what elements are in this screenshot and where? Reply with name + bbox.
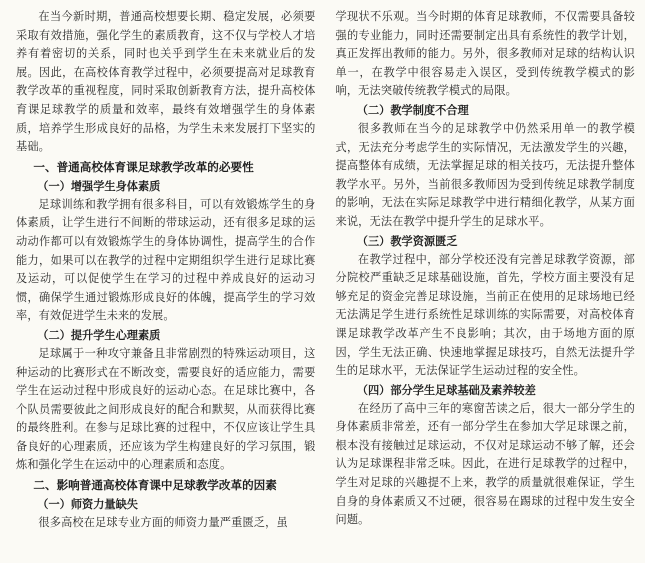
paragraph-teacher-shortage: 很多高校在足球专业方面的师资力量严重匮乏，虽	[38, 516, 288, 530]
subheading-teaching-system: （二）教学制度不合理	[356, 102, 469, 117]
section-heading-factors: 二、影响普通高校体育课中足球教学改革的因素	[33, 478, 277, 493]
subheading-psychological-quality: （二）提升学生心理素质	[37, 327, 161, 342]
left-column	[16, 8, 316, 563]
subheading-physical-quality: （一）增强学生身体素质	[37, 178, 161, 193]
subheading-student-foundation: （四）部分学生足球基础及素养较差	[356, 382, 536, 397]
subheading-teaching-resources: （三）教学资源匮乏	[356, 233, 458, 248]
paragraph-student-foundation: 在经历了高中三年的寒窗苦读之后，很大一部分学生的身体素质非常差，还有一部分学生在参加大学足球课之前，根本没有接触过足球运动，不仅对足球运动不够了解，还会认为足球课程非常乏味。因此，在进行足球教学的过程中，学生对足球的兴趣提不上来，教学的质量就很难保证，学生自身的身体素质又不过硬，很容易在踢球的过程中发生安全问题。	[335, 401, 635, 527]
paragraph-teaching-resources: 在教学过程中，部分学校还没有完善足球教学资源，部分院校严重缺乏足球基础设施，首先，学校方面主要没有足够充足的资金完善足球设施，当前正在使用的足球场地已经无法满足学生进行系统性足球训练的实际需要，对高校体育课足球教学改革产生不良影响；其次，由于场地方面的原因，学生无法正确、快速地掌握足球技巧，自然无法提升学生的足球水平，无法保证学生运动过程的安全性。	[335, 252, 635, 378]
right-column	[336, 8, 636, 563]
intro-paragraph: 在当今新时期，普通高校想要长期、稳定发展，必须要采取有效措施，强化学生的素质教育，这不仅与学校人才培养有着密切的关系，同时也关乎到学生在未来就业后的发展。因此，在高校体育教学过程中，必须要提高对足球教育教学改革的重视程度，同时采取创新教育方法，提升高校体育课足球教学的质量和效率，最终有效增强学生的身体素质，培养学生形成良好的品格，为学生未来发展打下坚实的基础。	[16, 10, 316, 154]
subheading-teacher-shortage: （一）师资力量缺失	[37, 497, 138, 512]
paragraph-teaching-system: 很多教师在当今的足球教学中仍然采用单一的教学模式，无法充分考虑学生的实际情况，无法激发学生的兴趣，提高整体有成绩，无法掌握足球的相关技巧，无法提升整体教学水平。另外，当前很多教师因为受到传统足球教学制度的影响，无法在实际足球教学中进行精细化教学，从某方面来说，无法在教学中提升学生的足球水平。	[335, 121, 635, 228]
paragraph-teacher-shortage-continued: 学现状不乐观。当今时期的体育足球教师，不仅需要具备较强的专业能力，同时还需要制定出具有系统性的教学计划，真正发挥出教师的能力。另外，很多教师对足球的结构认识单一，在教学中很容易走入误区，受到传统教学模式的影响，无法突破传统教学模式的局限。	[335, 10, 635, 98]
section-heading-necessity: 一、普通高校体育课足球教学改革的必要性	[33, 159, 254, 174]
paragraph-physical-quality: 足球训练和教学拥有很多科目，可以有效锻炼学生的身体素质，让学生进行不间断的带球运动，还有很多足球的运动动作都可以有效锻炼学生的身体协调性，提高学生的合作能力，如果可以在教学的过程中定期组织学生进行足球比赛及运动，可以促使学生在学习的过程中养成良好的运动习惯，确保学生通过锻炼形成良好的体魄，提高学生的学习效率，有效促进学生未来的发展。	[16, 197, 316, 323]
paragraph-psychological-quality: 足球属于一种攻守兼备且非常剧烈的特殊运动项目，这种运动的比赛形式在不断改变，需要良好的适应能力，需要学生在运动过程中形成良好的运动心态。在足球比赛中，各个队员需要彼此之间形成良好的配合和默契，从而获得比赛的最终胜利。在参与足球比赛的过程中，不仅应该让学生具备良好的心理素质，还应该为学生构建良好的学习氛围，锻炼和强化学生在运动中的心理素质和态度。	[16, 346, 316, 472]
